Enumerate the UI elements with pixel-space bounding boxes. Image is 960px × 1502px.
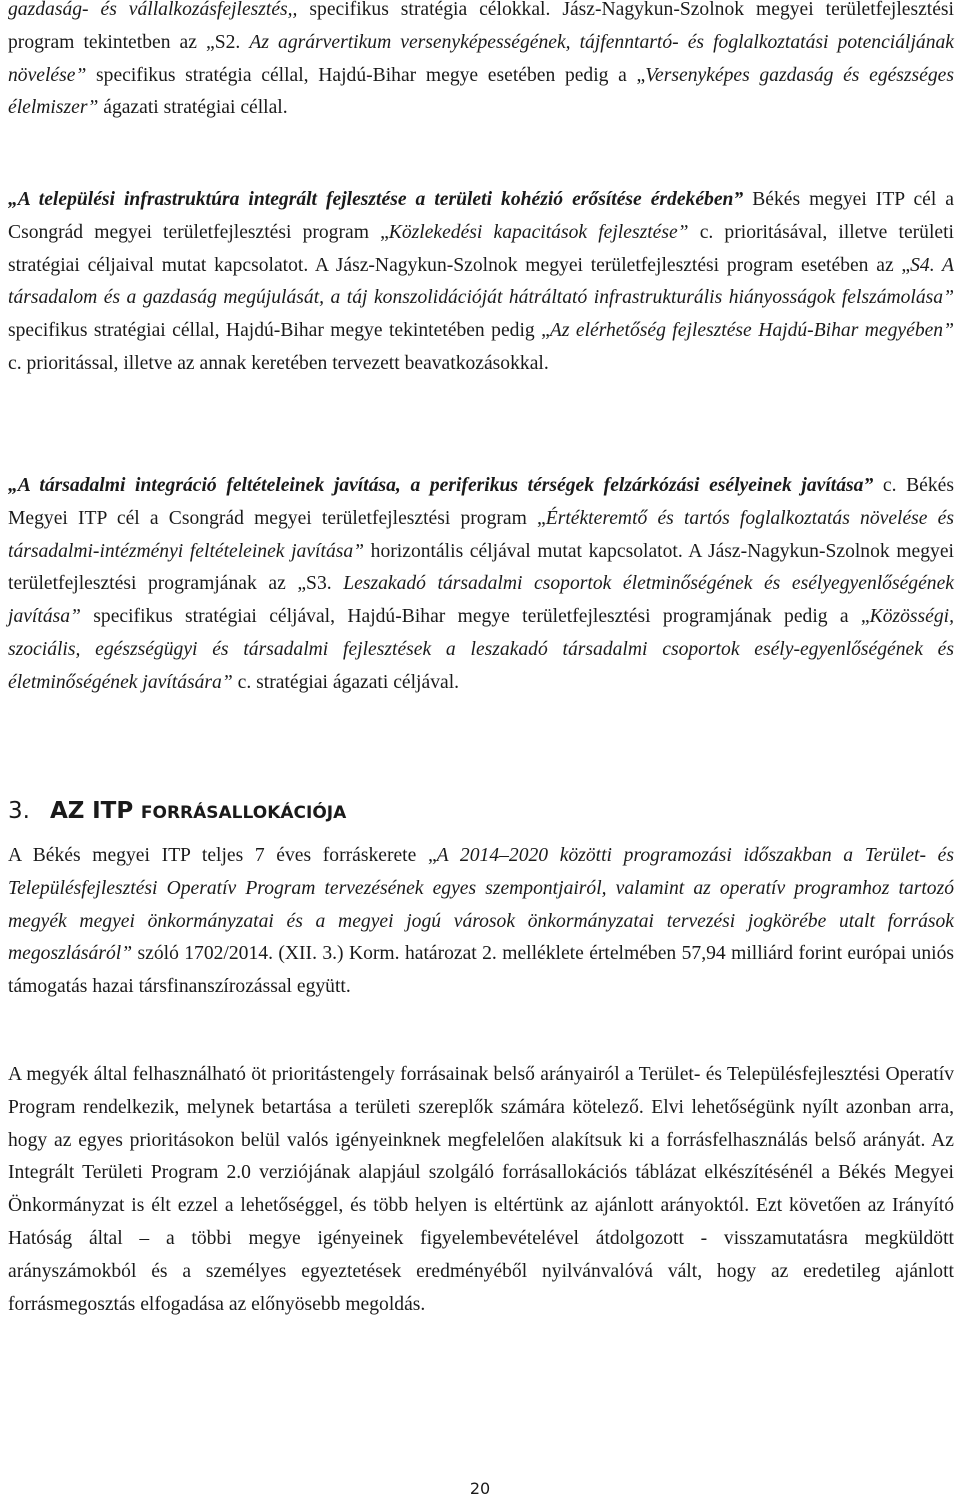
text-run: A 2014–2020 közötti programozási időszakban a Terület- és Településfejlesztési Operatív Program tervezésének egyes szempontjairól, valamint az operatív programhoz tartozó megyék megyei önkormányzatai és a megyei jogú városok önkormányzatai tervezési jogkörébe utalt források megoszlásáról” — [8, 845, 954, 965]
text-run: c. prioritással, illetve az annak keretében tervezett beavatkozásokkal. — [8, 352, 549, 374]
text-run: horizontális céljával mutat kapcsolatot. A Jász-Nagykun-Szolnok megyei területfejlesztési programjának az „S3. — [8, 540, 954, 595]
heading-word: AZ — [50, 798, 85, 824]
text-run: szóló 1702/2014. (XII. 3.) Korm. határozat 2. melléklete értelmében 57,94 milliárd forint európai uniós támogatás hazai társfinanszírozással együtt. — [8, 943, 954, 998]
text-run: gazdaság- és vállalkozásfejlesztés,, — [8, 0, 298, 20]
text-run: c. prioritásával, illetve területi stratégiai céljaival mutat kapcsolatot. A Jász-Nagykun-Szolnok megyei területfejlesztési program esetében az „ — [8, 221, 954, 276]
text-run: Leszakadó társadalmi csoportok életminőségének és esélyegyenlőségének javítása” — [8, 573, 954, 628]
paragraph-3 — [8, 470, 954, 700]
text-run: ágazati stratégiai céllal. — [98, 97, 288, 119]
text-run: Versenyképes gazdaság és egészséges élelmiszer” — [8, 64, 954, 119]
text-run: c. stratégiai ágazati céljával. — [232, 671, 460, 693]
text-run: A Békés megyei ITP teljes 7 éves forráskerete „ — [8, 845, 437, 866]
page-number: 20 — [469, 1479, 491, 1498]
text-run: Közlekedési kapacitások fejlesztése” — [388, 221, 689, 243]
text-run: specifikus stratégiai céllal, Hajdú-Bihar megye tekintetében pedig „ — [8, 320, 550, 342]
text-run: Az agrárvertikum versenyképességének, tájfenntartó- és foglalkoztatási potenciáljának növelése” — [8, 31, 954, 86]
text-run: Békés megyei ITP cél a Csongrád megyei területfejlesztési program „ — [8, 189, 954, 243]
text-run: „A társadalmi integráció feltételeinek javítása, a periferikus térségek felzárkózási esélyeinek javítása” — [8, 475, 874, 496]
text-run: S4. A társadalom és a gazdaság megújulását, a táj konszolidációját hátráltató infrastrukturális hiányosságok felszámolása” — [8, 254, 955, 309]
paragraph-1 — [8, 0, 954, 125]
text-run: Az elérhetőség fejlesztése Hajdú-Bihar megyében” — [549, 320, 955, 342]
text-run: „A települési infrastruktúra integrált fejlesztése a területi kohézió erősítése érdekében” — [8, 189, 744, 210]
paragraph-2 — [8, 184, 954, 381]
paragraph-5 — [8, 1059, 954, 1321]
text-run: specifikus stratégiai céljával, Hajdú-Bihar megye területfejlesztési programjának pedig a „ — [80, 606, 870, 628]
text-run: specifikus stratégia céllal, Hajdú-Bihar megye esetében pedig a „ — [86, 64, 646, 86]
text-run: specifikus stratégia célokkal. Jász-Nagykun-Szolnok megyei területfejlesztési program tekintetben az „S2. — [8, 0, 955, 53]
heading-word: ITP — [92, 798, 134, 824]
paragraph-4 — [8, 840, 954, 1004]
text-run: Értékteremtő és tartós foglalkoztatás növelése és társadalmi-intézményi feltételeinek javítása” — [8, 507, 954, 562]
text-run: c. Békés Megyei ITP cél a Csongrád megyei területfejlesztési program „ — [8, 475, 955, 529]
heading-word: FORRÁSALLOKÁCIÓJA — [140, 803, 347, 823]
section-number: 3. — [8, 798, 30, 824]
text-run: Közösségi, szociális, egészségügyi és társadalmi fejlesztések a leszakadó társadalmi csoportok esély-egyenlőségének és életminőségének javítására” — [8, 606, 954, 693]
text-run: A megyék által felhasználható öt prioritástengely forrásainak belső arányairól a Terület- és Településfejlesztési Operatív Program rendelkezik, melynek betartása a területi szereplők számára kötelező. Elvi lehetőségünk nyílt azonban arra, hogy az egyes prioritásokon belül valós igényeinknek megfelelően alakítsuk ki a forrásfelhasználás belső arányát. Az Integrált Területi Program 2.0 verziójának alapjául szolgáló forrásallokációs táblázat elkészítésénél a Békés Megyei Önkormányzat is élt ezzel a lehetőséggel, és több helyen is eltértünk az ajánlott arányoktól. Ezt követően az Irányító Hatóság által – a többi megye igényeinek figyelembevételével átdolgozott - visszamutatásra megküldött arányszámokból és a személyes egyeztetések eredményéből nyilvánvalóvá vált, hogy az eredetileg ajánlott forrásmegosztás elfogadása az előnyösebb megoldás. — [8, 1064, 954, 1315]
section-heading — [8, 796, 346, 824]
